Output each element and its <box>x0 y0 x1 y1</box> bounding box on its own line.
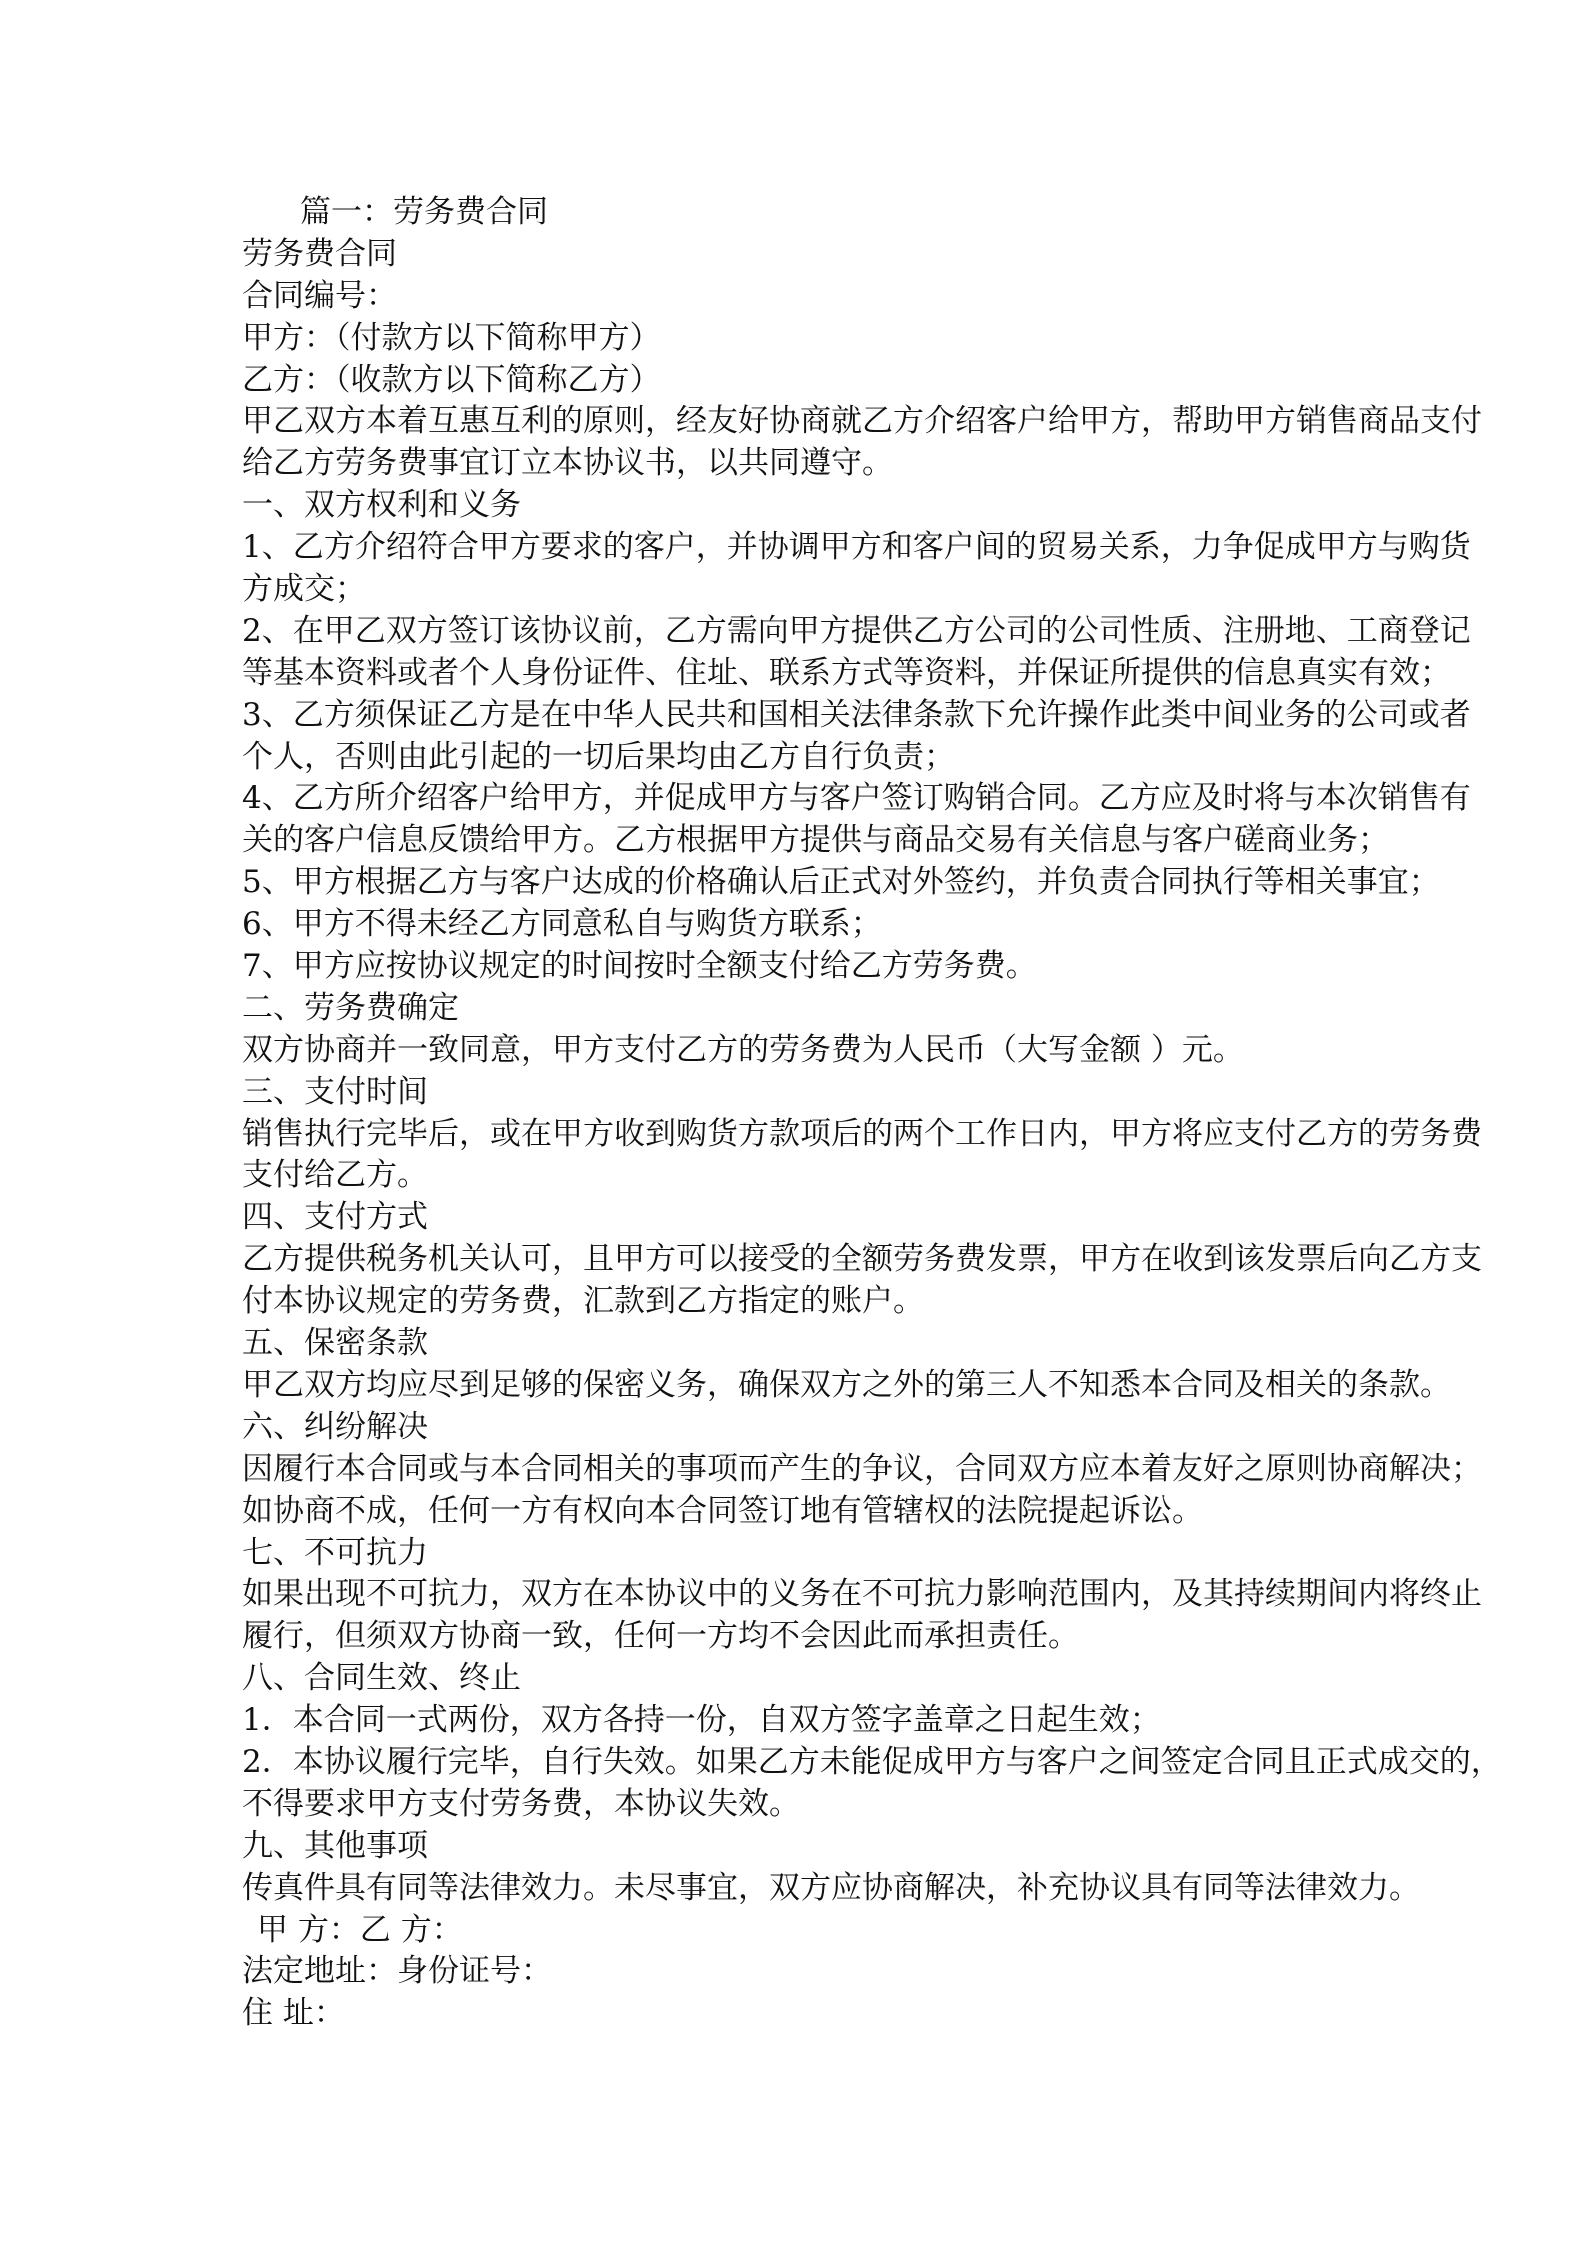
signature-address-id: 法定地址：身份证号： <box>242 1953 552 1990</box>
section-line: 传真件具有同等法律效力。未尽事宜，双方应协商解决，补充协议具有同等法律效力。 <box>242 1869 1420 1906</box>
contract-number-label: 合同编号： <box>242 277 397 314</box>
section-line: 不得要求甲方支付劳务费，本协议失效。 <box>242 1785 800 1822</box>
signature-parties: 甲 方：乙 方： <box>257 1911 463 1948</box>
section-line: 5、甲方根据乙方与客户达成的价格确认后正式对外签约，并负责合同执行等相关事宜； <box>242 864 1440 901</box>
section-line: 等基本资料或者个人身份证件、住址、联系方式等资料，并保证所提供的信息真实有效； <box>242 654 1451 691</box>
chapter-title: 篇一：劳务费合同 <box>300 194 548 230</box>
section-heading: 七、不可抗力 <box>242 1534 428 1571</box>
section-line: 销售执行完毕后，或在甲方收到购货方款项后的两个工作日内，甲方将应支付乙方的劳务费 <box>242 1115 1482 1152</box>
section-line: 1．本合同一式两份，双方各持一份，自双方签字盖章之日起生效； <box>242 1702 1161 1739</box>
section-line: 履行，但须双方协商一致，任何一方均不会因此而承担责任。 <box>242 1618 1079 1655</box>
section-line: 如协商不成，任何一方有权向本合同签订地有管辖权的法院提起诉讼。 <box>242 1492 1203 1529</box>
section-line: 支付给乙方。 <box>242 1157 428 1194</box>
section-line: 6、甲方不得未经乙方同意私自与购货方联系； <box>242 906 882 943</box>
section-line: 个人，否则由此引起的一切后果均由乙方自行负责； <box>242 738 955 775</box>
section-heading: 六、纠纷解决 <box>242 1408 428 1445</box>
section-line: 1、乙方介绍符合甲方要求的客户，并协调甲方和客户间的贸易关系，力争促成甲方与购货 <box>242 529 1471 566</box>
section-heading: 八、合同生效、终止 <box>242 1660 521 1697</box>
section-heading: 三、支付时间 <box>242 1073 428 1110</box>
document-title: 劳务费合同 <box>242 235 397 272</box>
section-heading: 五、保密条款 <box>242 1325 428 1362</box>
party-b-label: 乙方：（收款方以下简称乙方） <box>242 361 661 398</box>
section-line: 7、甲方应按协议规定的时间按时全额支付给乙方劳务费。 <box>242 948 1037 985</box>
section-heading: 一、双方权利和义务 <box>242 487 521 524</box>
section-line: 因履行本合同或与本合同相关的事项而产生的争议，合同双方应本着友好之原则协商解决； <box>242 1450 1482 1487</box>
signature-residence: 住 址： <box>242 1995 345 2032</box>
section-line: 甲乙双方均应尽到足够的保密义务，确保双方之外的第三人不知悉本合同及相关的条款。 <box>242 1366 1451 1403</box>
section-line: 如果出现不可抗力，双方在本协议中的义务在不可抗力影响范围内，及其持续期间内将终止 <box>242 1576 1482 1613</box>
party-a-label: 甲方：（付款方以下简称甲方） <box>242 319 661 356</box>
section-heading: 九、其他事项 <box>242 1827 428 1864</box>
intro-line: 给乙方劳务费事宜订立本协议书，以共同遵守。 <box>242 445 893 482</box>
section-heading: 四、支付方式 <box>242 1199 428 1236</box>
section-line: 2、在甲乙双方签订该协议前，乙方需向甲方提供乙方公司的公司性质、注册地、工商登记 <box>242 612 1471 649</box>
section-line: 关的客户信息反馈给甲方。乙方根据甲方提供与商品交易有关信息与客户磋商业务； <box>242 822 1389 859</box>
section-line: 2．本协议履行完毕，自行失效。如果乙方未能促成甲方与客户之间签定合同且正式成交的， <box>242 1743 1502 1780</box>
section-line: 双方协商并一致同意，甲方支付乙方的劳务费为人民币（大写金额 ）元。 <box>242 1031 1244 1068</box>
contract-document <box>242 192 1502 2035</box>
section-line: 乙方提供税务机关认可，且甲方可以接受的全额劳务费发票，甲方在收到该发票后向乙方支 <box>242 1241 1482 1278</box>
section-line: 4、乙方所介绍客户给甲方，并促成甲方与客户签订购销合同。乙方应及时将与本次销售有 <box>242 780 1471 817</box>
section-line: 3、乙方须保证乙方是在中华人民共和国相关法律条款下允许操作此类中间业务的公司或者 <box>242 696 1471 733</box>
section-line: 付本协议规定的劳务费，汇款到乙方指定的账户。 <box>242 1283 924 1320</box>
section-heading: 二、劳务费确定 <box>242 989 459 1026</box>
section-line: 方成交； <box>242 571 366 608</box>
intro-line: 甲乙双方本着互惠互利的原则，经友好协商就乙方介绍客户给甲方，帮助甲方销售商品支付 <box>242 403 1482 440</box>
